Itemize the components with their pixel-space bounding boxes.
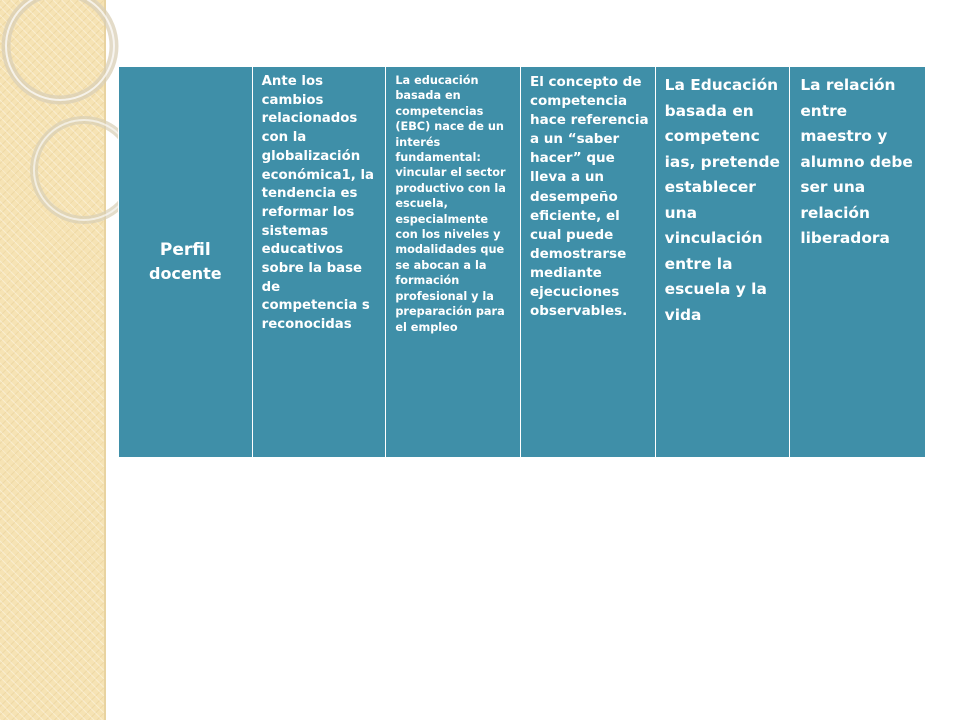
ring-large-inner: [6, 0, 114, 100]
header-title: Perfil: [159, 239, 211, 260]
table-cell-ebc: La educación basada en competencias (EBC) nace de un interés fundamental: vincular el sector productivo con la escuela, especialmente con los niveles y modalidades que se abocan a la formación profesional y la preparación para el empleo: [386, 67, 521, 457]
table-cell-education-life: La Educación basada en competenc ias, pretende establecer una vinculación entre la escuela y la vida: [656, 67, 791, 457]
header-subtitle: docente: [148, 263, 222, 283]
table-header-cell: [119, 67, 253, 457]
table-cell-globalization: Ante los cambios relacionados con la globalización económica1, la tendencia es reformar los sistemas educativos sobre la base de competencia s reconocidas: [253, 67, 387, 457]
table-cell-competence-concept: El concepto de competencia hace referencia a un “saber hacer” que lleva a un desempeño eficiente, el cual puede demostrarse mediante ejecuciones observables.: [521, 67, 656, 457]
table-cell-teacher-student: La relación entre maestro y alumno debe ser una relación liberadora: [800, 76, 913, 247]
competencies-table: [118, 66, 926, 458]
